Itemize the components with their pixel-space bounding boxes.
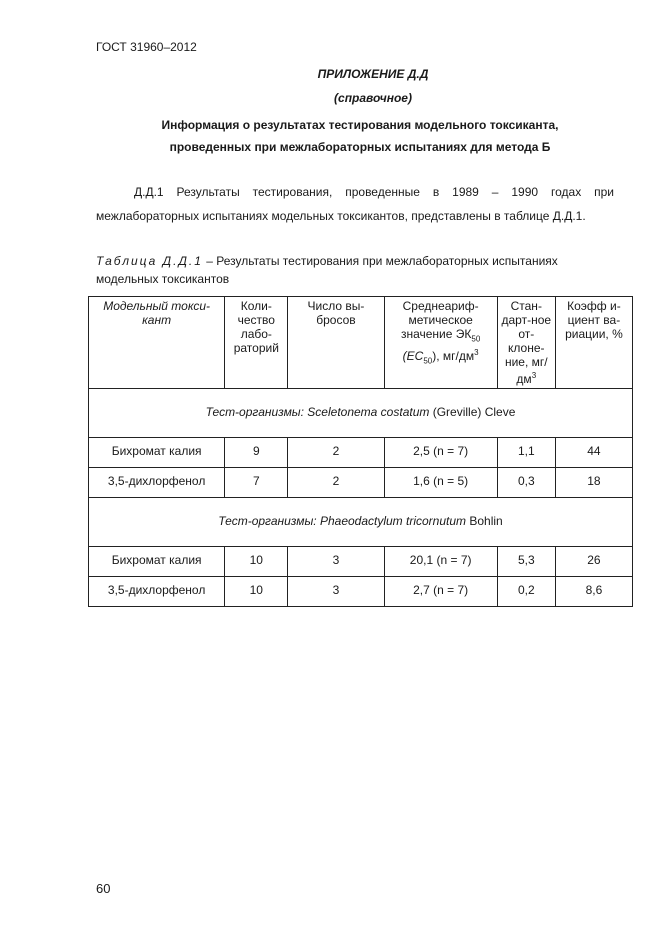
group-label-italic: Тест-организмы: Phaeodactylum tricornutum — [218, 514, 467, 528]
table-caption — [96, 252, 614, 288]
header-sd-sup: 3 — [531, 371, 537, 380]
table-header-row — [89, 297, 633, 389]
cell-mean — [384, 438, 497, 468]
header-mean-sub2: 50 — [423, 356, 433, 366]
cell-outliers: 3 — [288, 547, 384, 577]
results-table — [88, 296, 633, 607]
table-row — [89, 577, 633, 607]
header-cv: Коэфф и-циент ва-риации, % — [555, 297, 632, 389]
cell-mean-n: (n = 7) — [436, 553, 472, 567]
cell-mean-n: (n = 7) — [433, 583, 469, 597]
cell-toxicant: Бихромат калия — [89, 547, 225, 577]
cell-mean — [384, 577, 497, 607]
appendix-heading — [110, 114, 610, 158]
group-label-rest: (Greville) Cleve — [429, 405, 516, 419]
cell-cv: 18 — [555, 468, 632, 498]
cell-labs: 10 — [225, 577, 288, 607]
header-mean-ec: (EC — [402, 349, 424, 364]
header-mean-text: Среднеариф-метическое значение ЭК — [400, 299, 479, 341]
header-sd — [497, 297, 555, 389]
cell-labs: 10 — [225, 547, 288, 577]
group-label — [89, 498, 633, 547]
table-caption-label: Таблица Д.Д.1 — [96, 254, 203, 268]
group-label-rest: Bohlin — [466, 514, 503, 528]
cell-sd: 0,2 — [497, 577, 555, 607]
table-row — [89, 547, 633, 577]
page-number: 60 — [96, 881, 111, 896]
header-sd-text: Стан-дарт-ное от-клоне-ние, мг/дм — [501, 299, 552, 386]
cell-labs: 7 — [225, 468, 288, 498]
header-toxicant: Модельный токси-кант — [89, 297, 225, 389]
cell-cv: 8,6 — [555, 577, 632, 607]
appendix-subtitle: (справочное) — [334, 91, 412, 105]
intro-paragraph: Д.Д.1 Результаты тестирования, проведенные в 1989 – 1990 годах при межлабораторных испытаниях модельных токсикантов, представлены в таблице Д.Д.1. — [96, 185, 614, 223]
cell-outliers: 3 — [288, 577, 384, 607]
header-mean-sub: 50 — [471, 334, 481, 344]
header-mean-sup: 3 — [474, 348, 479, 358]
cell-sd: 5,3 — [497, 547, 555, 577]
table-row — [89, 468, 633, 498]
cell-mean — [384, 468, 497, 498]
table-row — [89, 438, 633, 468]
cell-mean-value: 2,7 — [413, 583, 430, 597]
cell-labs: 9 — [225, 438, 288, 468]
group-row — [89, 498, 633, 547]
cell-outliers: 2 — [288, 468, 384, 498]
cell-outliers: 2 — [288, 438, 384, 468]
cell-mean-n: (n = 7) — [433, 444, 469, 458]
header-mean — [384, 297, 497, 389]
document-header: ГОСТ 31960–2012 — [96, 40, 197, 54]
cell-mean-value: 2,5 — [413, 444, 430, 458]
group-label-italic: Тест-организмы: Sceletonema costatum — [205, 405, 430, 419]
appendix-heading-line2: проведенных при межлабораторных испытаниях для метода Б — [169, 140, 551, 154]
cell-mean-value: 1,6 — [413, 474, 430, 488]
cell-mean — [384, 547, 497, 577]
appendix-title: ПРИЛОЖЕНИЕ Д.Д — [317, 67, 429, 81]
group-label — [89, 389, 633, 438]
cell-sd: 0,3 — [497, 468, 555, 498]
appendix-heading-line1: Информация о результатах тестирования модельного токсиканта, — [161, 118, 559, 132]
table-caption-text: – Результаты тестирования при межлабораторных испытаниях модельных токсикантов — [96, 254, 558, 286]
cell-toxicant: 3,5-дихлорфенол — [89, 468, 225, 498]
cell-toxicant: Бихромат калия — [89, 438, 225, 468]
cell-mean-n: (n = 5) — [433, 474, 469, 488]
header-mean-unit: ), мг/дм — [432, 349, 475, 364]
header-outliers: Число вы-бросов — [288, 297, 384, 389]
cell-toxicant: 3,5-дихлорфенол — [89, 577, 225, 607]
group-row — [89, 389, 633, 438]
cell-sd: 1,1 — [497, 438, 555, 468]
cell-cv: 26 — [555, 547, 632, 577]
header-labs: Коли-чество лабо-раторий — [225, 297, 288, 389]
cell-mean-value: 20,1 — [409, 553, 434, 567]
cell-cv: 44 — [555, 438, 632, 468]
